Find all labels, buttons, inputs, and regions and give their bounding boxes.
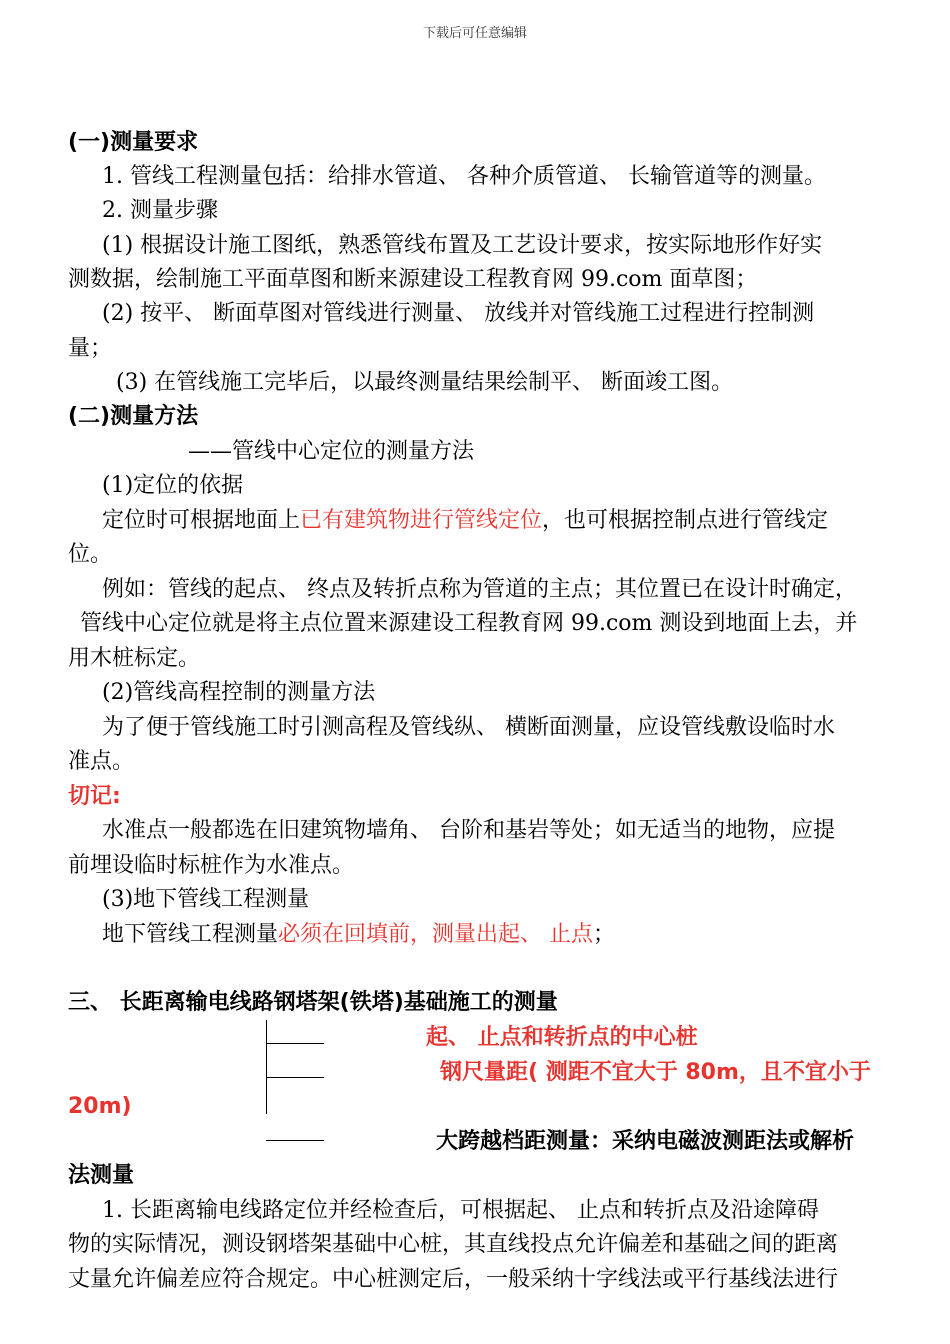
paragraph: 准点。 [68, 749, 135, 774]
list-item: (3)地下管线工程测量 [102, 887, 310, 912]
bracket-item-continued: 20m) [68, 1094, 132, 1119]
paragraph: 用木桩标定。 [68, 646, 201, 671]
section-title-methods: (二)测量方法 [68, 404, 199, 429]
paragraph: 物的实际情况，测设钢塔架基础中心桩，其直线投点允许偏差和基础之间的距离 [68, 1232, 839, 1257]
bracket-item: 钢尺量距( 测距不宜大于 80m，且不宜小于 [440, 1060, 871, 1085]
paragraph: 2. 测量步骤 [102, 198, 218, 223]
text: ，也可根据控制点进行管线定 [542, 508, 829, 533]
text: ； [593, 922, 616, 947]
highlight-text: 已有建筑物进行管线定位 [300, 508, 543, 533]
subheading: ——管线中心定位的测量方法 [188, 439, 475, 464]
paragraph: 丈量允许偏差应符合规定。中心桩测定后，一般采纳十字线法或平行基线法进行 [68, 1267, 839, 1292]
paragraph: (3) 在管线施工完毕后，以最终测量结果绘制平、 断面竣工图。 [116, 370, 734, 395]
bracket-vertical-line [266, 1020, 267, 1114]
section-title-requirements: (一)测量要求 [68, 130, 199, 155]
bracket-item-continued: 法测量 [68, 1163, 135, 1188]
paragraph: 位。 [68, 542, 113, 567]
paragraph: (2) 按平、 断面草图对管线进行测量、 放线并对管线施工过程进行控制测 [102, 301, 815, 326]
paragraph: 1. 长距离输电线路定位并经检查后，可根据起、 止点和转折点及沿途障碍 [102, 1198, 819, 1223]
paragraph: 为了便于管线施工时引测高程及管线纵、 横断面测量，应设管线敷设临时水 [102, 715, 835, 740]
paragraph [102, 920, 615, 950]
highlight-text: 必须在回填前，测量出起、 止点 [278, 922, 594, 947]
text: 地下管线工程测量 [102, 922, 279, 947]
page-header-note: 下载后可任意编辑 [422, 26, 527, 41]
paragraph: 例如：管线的起点、 终点及转折点称为管道的主点；其位置已在设计时确定， [102, 577, 857, 602]
paragraph: 管线中心定位就是将主点位置来源建设工程教育网 99.com 测设到地面上去，并 [80, 611, 858, 636]
paragraph: 量； [68, 336, 113, 361]
bracket-item: 大跨越档距测量：采纳电磁波测距法或解析 [436, 1129, 855, 1154]
bracket-branch-line [266, 1043, 324, 1044]
section-title-transmission-line: 三、 长距离输电线路钢塔架(铁塔)基础施工的测量 [68, 990, 558, 1015]
bracket-item: 起、 止点和转折点的中心桩 [426, 1025, 698, 1050]
paragraph: 水准点一般都选在旧建筑物墙角、 台阶和基岩等处；如无适当的地物，应提 [102, 818, 835, 843]
text: 定位时可根据地面上 [102, 508, 301, 533]
list-item: (1)定位的依据 [102, 473, 244, 498]
paragraph: 1. 管线工程测量包括：给排水管道、 各种介质管道、 长输管道等的测量。 [102, 164, 826, 189]
paragraph [102, 506, 828, 536]
bracket-branch-line [266, 1140, 324, 1141]
bracket-branch-line [266, 1077, 324, 1078]
note-label: 切记: [68, 784, 121, 809]
paragraph: 前埋设临时标桩作为水准点。 [68, 853, 355, 878]
paragraph: 测数据，绘制施工平面草图和断来源建设工程教育网 99.com 面草图； [68, 267, 758, 292]
list-item: (2)管线高程控制的测量方法 [102, 680, 376, 705]
paragraph: (1) 根据设计施工图纸，熟悉管线布置及工艺设计要求，按实际地形作好实 [102, 233, 823, 258]
